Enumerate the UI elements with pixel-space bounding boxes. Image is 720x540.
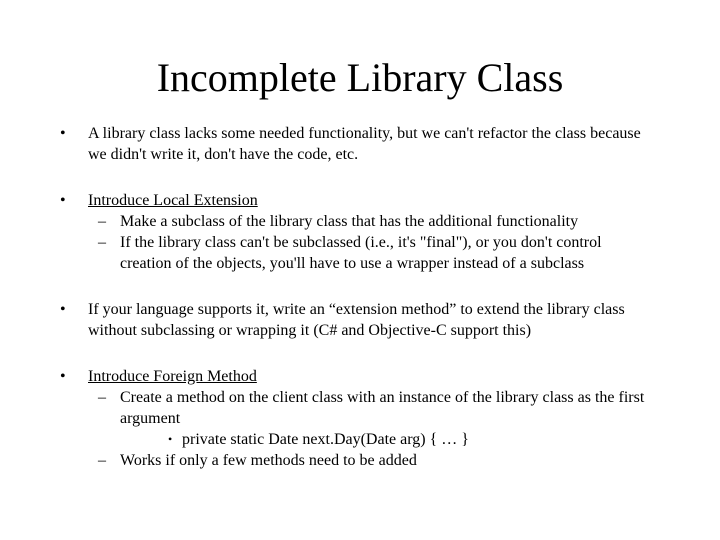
bullet-marker: • — [60, 301, 66, 318]
sub-item — [98, 211, 655, 232]
bullet-heading-introduce-local-extension: Introduce Local Extension — [88, 192, 258, 209]
dash-marker: – — [98, 452, 106, 469]
sub-item-text: Create a method on the client class with an instance of the library class as the first argument — [120, 389, 645, 427]
sub-item-text: If the library class can't be subclassed (i.e., it's "final"), or you don't control creation of the objects, you'll have to use a wrapper instead of a subclass — [120, 234, 602, 272]
slide-title: Incomplete Library Class — [156, 55, 564, 100]
sub-item — [98, 232, 655, 274]
bullet-text: If your language supports it, write an “extension method” to extend the library class without subclassing or wrapping it (C# and Objective-C support this) — [88, 301, 625, 339]
bullet-item — [60, 123, 663, 165]
sub-item-text: Make a subclass of the library class that has the additional functionality — [120, 213, 579, 230]
dash-marker: – — [98, 234, 106, 251]
dash-marker: – — [98, 389, 106, 406]
bullet-item — [60, 299, 663, 341]
bullet-heading-introduce-foreign-method: Introduce Foreign Method — [88, 368, 257, 385]
code-signature-text: private static Date next.Day(Date arg) { … } — [182, 431, 469, 448]
bullet-marker: • — [60, 192, 66, 209]
sub-item — [98, 387, 655, 450]
bullet-item — [60, 366, 663, 471]
slide-body — [0, 123, 720, 471]
bullet-text: A library class lacks some needed functionality, but we can't refactor the class because we didn't write it, don't have the code, etc. — [88, 125, 641, 163]
bullet-marker: • — [60, 368, 66, 385]
sub-item — [98, 450, 655, 471]
bullet-marker: • — [60, 125, 66, 142]
bullet-marker: • — [168, 432, 173, 446]
dash-marker: – — [98, 213, 106, 230]
bullet-item — [60, 190, 663, 274]
sub-sub-item — [168, 429, 655, 450]
sub-item-text: Works if only a few methods need to be added — [120, 452, 417, 469]
